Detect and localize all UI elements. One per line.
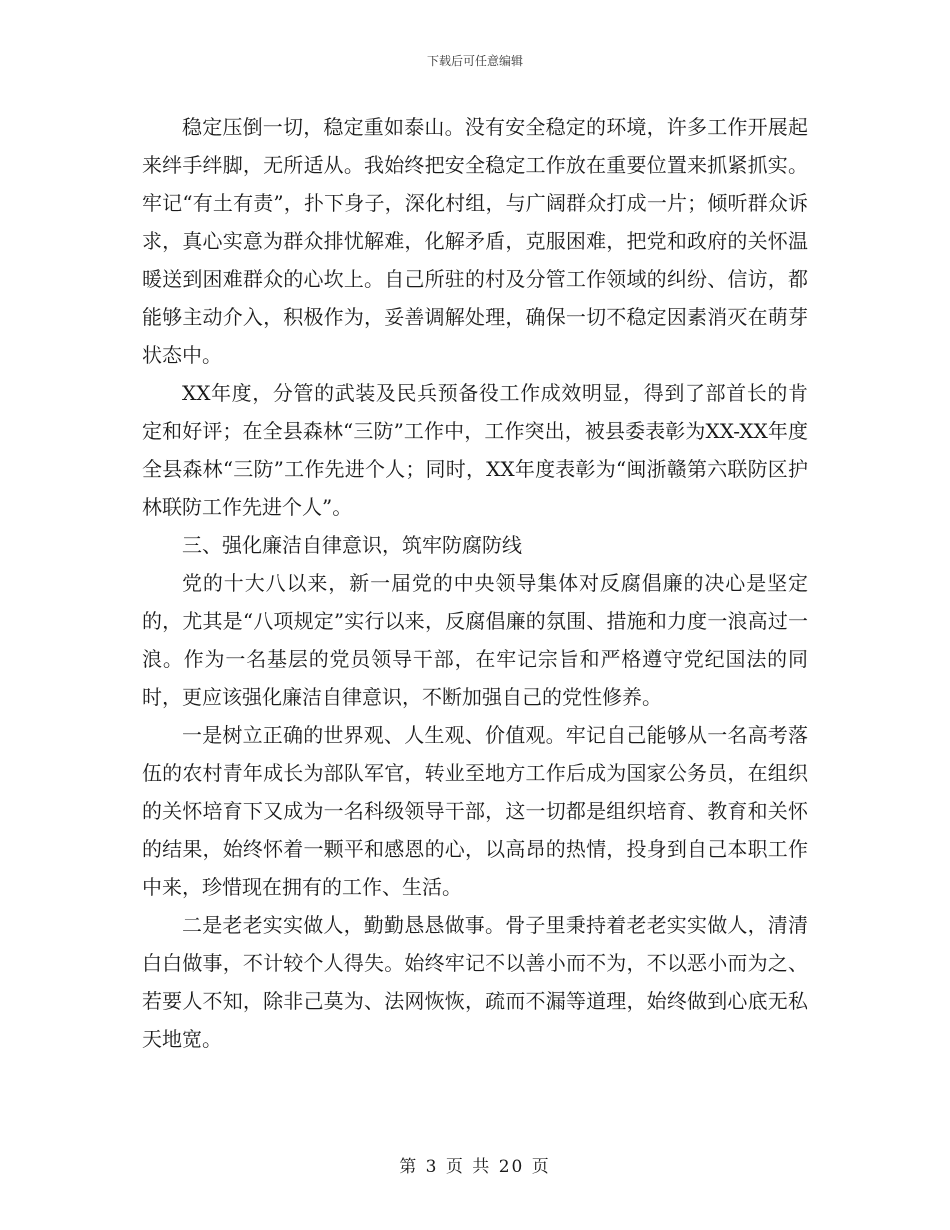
section-heading: 三、强化廉洁自律意识，筑牢防腐防线 [182, 533, 522, 557]
paragraph-worldview: 一是树立正确的世界观、人生观、价值观。牢记自己能够从一名高考落伍的农村青年成长为部队军官，转业至地方工作后成为国家公务员，在组织的关怀培育下又成为一名科级领导干部，这一切都是组织培育、教育和关怀的结果，始终怀着一颗平和感恩的心，以高昂的热情，投身到自己本职工作中来，珍惜现在拥有的工作、生活。 [142, 723, 808, 899]
paragraph-anti-corruption: 党的十大八以来，新一届党的中央领导集体对反腐倡廉的决心是坚定的，尤其是“八项规定”实行以来，反腐倡廉的氛围、措施和力度一浪高过一浪。作为一名基层的党员领导干部，在牢记宗旨和严格遵守党纪国法的同时，更应该强化廉洁自律意识，不断加强自己的党性修养。 [142, 571, 808, 709]
document-body [142, 108, 808, 1058]
paragraph-honesty: 二是老老实实做人，勤勤恳恳做事。骨子里秉持着老老实实做人，清清白白做事，不计较个人得失。始终牢记不以善小而不为，不以恶小而为之、若要人不知，除非己莫为、法网恢恢，疏而不漏等道理，始终做到心底无私天地宽。 [142, 913, 808, 1051]
paragraph-stability: 稳定压倒一切，稳定重如泰山。没有安全稳定的环境，许多工作开展起来绊手绊脚，无所适从。我始终把安全稳定工作放在重要位置来抓紧抓实。牢记“有土有责”，扑下身子，深化村组，与广阔群众打成一片；倾听群众诉求，真心实意为群众排忧解难，化解矛盾，克服困难，把党和政府的关怀温暖送到困难群众的心坎上。自己所驻的村及分管工作领域的纠纷、信访，都能够主动介入，积极作为，妥善调解处理，确保一切不稳定因素消灭在萌芽状态中。 [142, 115, 808, 367]
paragraph-awards: XX年度，分管的武装及民兵预备役工作成效明显，得到了部首长的肯定和好评；在全县森林“三防”工作中，工作突出，被县委表彰为XX-XX年度全县森林“三防”工作先进个人；同时，XX年度表彰为“闽浙赣第六联防区护林联防工作先进个人”。 [142, 381, 808, 519]
page-number: 第 3 页 共 20 页 [399, 1157, 551, 1177]
page-header: 下载后可任意编辑 [426, 54, 523, 68]
